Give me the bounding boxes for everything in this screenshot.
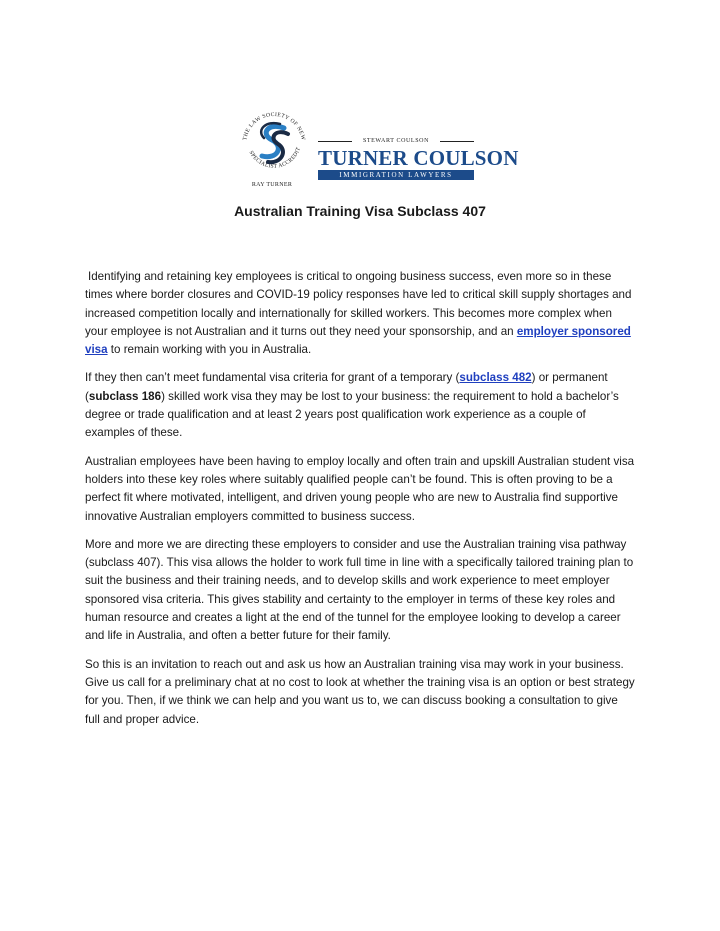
subclass-186-text: subclass 186 (88, 389, 162, 403)
paragraph-3: Australian employees have been having to employ locally and often train and upskill Australian student visa holders into these key roles where suitably qualified people can’t be found. This is often proving to be a perfect fit where motivated, intelligent, and driven young people who are new to Australia find supportive innovative Australian employers committed to business success. (85, 454, 635, 523)
law-society-seal (238, 100, 310, 188)
paragraph-4: More and more we are directing these employers to consider and use the Australian training visa pathway (subclass 407). This visa allows the holder to work full time in line with a specifically tailored training plan to suit the business and their training needs, and to develop skills and work experience to meet employer sponsored visa criteria. This gives stability and certainty to the employer in terms of these key roles and human resource and creates a light at the end of the tunnel for the employee looking to develop a career and life in Australia, and often a better future for their family. (85, 537, 634, 643)
brand-name: TURNER COULSON (318, 146, 519, 170)
svg-text:SPECIALIST ACCREDITATION: SPECIALIST ACCREDIT (247, 146, 302, 170)
brand-tagline: IMMIGRATION LAWYERS (318, 170, 474, 180)
brand-wordmark (318, 136, 519, 180)
firm-logo (238, 100, 519, 196)
brand-rule-right (440, 141, 474, 142)
document-body (85, 268, 635, 739)
paragraph-5: So this is an invitation to reach out and ask us how an Australian training visa may work in your business. Give us call for a preliminary chat at no cost to look at whether the training visa is an option or best strategy for you. Then, if we think we can help and you want us to, we can discuss booking a consultation to give full and proper advice. (85, 657, 635, 726)
document-title: Australian Training Visa Subclass 407 (234, 203, 486, 219)
paragraph-1: Identifying and retaining key employees is critical to ongoing business success, even more so in these times where border closures and COVID-19 policy responses have led to critical skill supply shortages and increased competition locally and internationally for skilled workers. This becomes more complex when your employee is not Australian and it turns out they need your sponsorship, and an employer sponsored visa to remain working with you in Australia. (85, 270, 632, 357)
subclass-482-link[interactable]: subclass 482 (459, 371, 532, 385)
seal-graphic (238, 100, 310, 188)
brand-top-text: STEWART COULSON (362, 138, 430, 144)
brand-rule-left (318, 141, 352, 142)
seal-subtitle: RAY TURNER (251, 182, 293, 188)
svg-text:THE LAW SOCIETY OF NEW: THE LAW SOCIETY OF NEW (242, 111, 306, 142)
paragraph-2: If they then can’t meet fundamental visa criteria for grant of a temporary (subclass 482) or permanent (subclass 186) skilled work visa they may be lost to your business: the requirement to hold a bachelor’s degree or trade qualification and at least 2 years post qualification work experience as a couple of examples of these. (85, 371, 619, 440)
employer-sponsored-visa-link[interactable]: employer sponsored visa (85, 324, 631, 357)
